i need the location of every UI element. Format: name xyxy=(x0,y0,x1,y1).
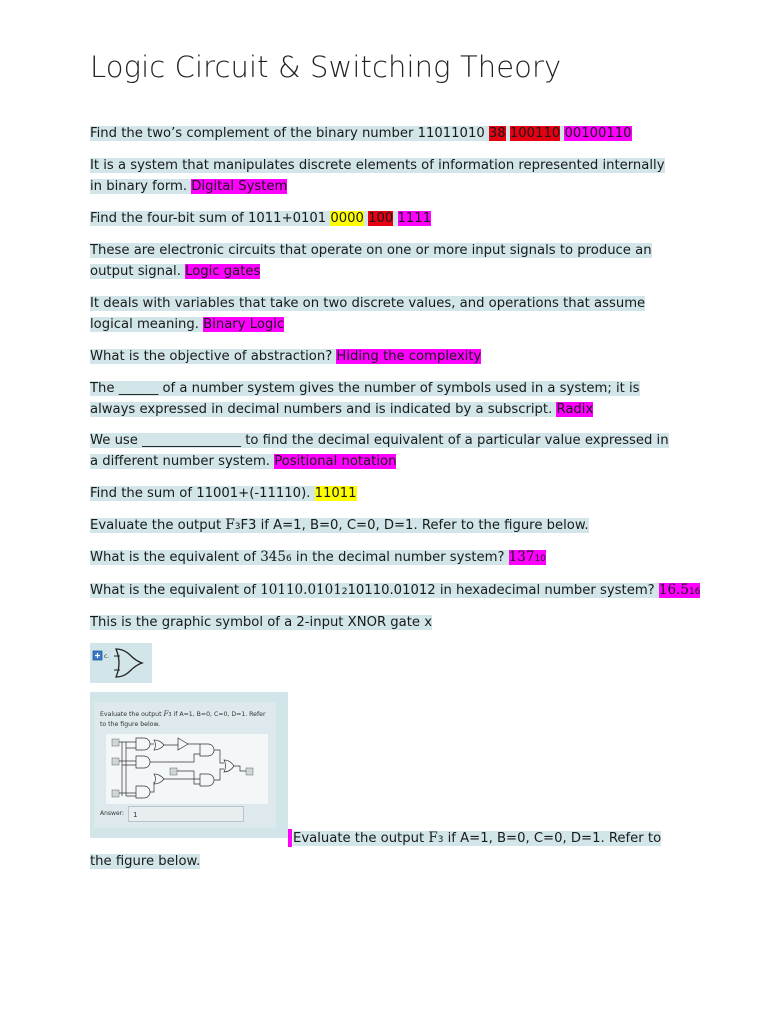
or-gate-icon xyxy=(90,643,152,683)
answer-label: Answer: xyxy=(100,810,125,817)
math-subscript: 3 xyxy=(234,522,241,532)
answer-highlight-magenta: 00100110 xyxy=(564,126,632,141)
answer-highlight-magenta: Positional notation xyxy=(274,454,397,469)
question-14 xyxy=(90,828,670,872)
question-text: Evaluate the output xyxy=(293,831,429,846)
answer-highlight-red: 100 xyxy=(368,211,394,226)
figure-prompt: Evaluate the output F3 if A=1, B=0, C=0, D=1. Refer to the figure below. xyxy=(100,710,266,728)
question-8 xyxy=(90,430,670,472)
question-4 xyxy=(90,240,670,282)
question-3 xyxy=(90,208,670,229)
question-card xyxy=(94,702,276,828)
math-symbol: F xyxy=(225,517,235,533)
highlight-marker xyxy=(288,829,292,847)
question-13 xyxy=(90,612,670,633)
math-number: 345 xyxy=(260,549,286,565)
question-12 xyxy=(90,580,710,603)
question-text: F3 if A=1, B=0, C=0, D=1. Refer to the figure below. xyxy=(240,518,589,533)
question-1 xyxy=(90,123,670,144)
answer-highlight-magenta: Digital System xyxy=(191,179,288,194)
question-text: These are electronic circuits that operate on one or more input signals to produce an output signal. xyxy=(90,243,652,279)
logic-circuit-diagram xyxy=(106,734,268,804)
answer-math: 137 xyxy=(508,549,535,565)
answer-highlight-magenta: Binary Logic xyxy=(203,317,285,332)
answer-subscript: 10 xyxy=(534,554,546,564)
question-10 xyxy=(90,515,670,538)
answer-highlight-magenta: Radix xyxy=(556,402,594,417)
answer-highlight-red: 38 xyxy=(488,126,506,141)
answer-highlight-magenta: 1111 xyxy=(397,211,432,226)
answer-highlight-magenta: Logic gates xyxy=(185,264,261,279)
answer-subscript: 16 xyxy=(688,587,701,597)
question-text: What is the objective of abstraction? xyxy=(90,349,337,364)
question-text: It deals with variables that take on two discrete values, and operations that assume logical meaning. xyxy=(90,296,646,332)
question-text: What is the equivalent of xyxy=(90,583,261,598)
question-text: We use _______________ to find the decimal equivalent of a particular value expressed in a different number system. xyxy=(90,433,669,469)
answer-highlight-yellow: 11011 xyxy=(314,486,357,501)
circuit-figure xyxy=(90,692,288,838)
question-9 xyxy=(90,483,670,504)
option-label: c. xyxy=(104,653,110,660)
question-text: Find the four-bit sum of 1011+0101 xyxy=(90,211,331,226)
question-5 xyxy=(90,293,670,335)
question-text: 10110.01012 in hexadecimal number system? xyxy=(347,583,659,598)
math-subscript: 2 xyxy=(341,587,348,597)
question-text: if A=1, B=0, C=0, D=1. Refer to the figure below. xyxy=(90,831,662,869)
question-text: The ______ of a number system gives the number of symbols used in a system; it is always expressed in decimal numbers and is indicated by a subscript. xyxy=(90,381,640,417)
question-text: What is the equivalent of xyxy=(90,550,261,565)
math-symbol: F xyxy=(428,830,438,846)
answer-highlight-magenta: Hiding the complexity xyxy=(336,349,482,364)
question-text: This is the graphic symbol of a 2-input XNOR gate x xyxy=(90,615,433,630)
gate-symbol-image xyxy=(90,643,152,683)
answer-input[interactable]: 1 xyxy=(128,806,244,822)
answer-highlight-yellow: 0000 xyxy=(330,211,364,226)
question-text: Find the two’s complement of the binary number 11011010 xyxy=(90,126,489,141)
math-subscript: 6 xyxy=(285,554,292,564)
question-text: in the decimal number system? xyxy=(291,550,509,565)
question-text: Evaluate the output xyxy=(90,518,226,533)
question-2 xyxy=(90,155,670,197)
answer-math: 16.5 xyxy=(658,582,689,598)
answer-highlight-red: 100110 xyxy=(509,126,561,141)
math-number: 10110.0101 xyxy=(260,582,342,598)
math-subscript: 3 xyxy=(437,835,444,845)
question-6 xyxy=(90,346,670,367)
question-text: Find the sum of 11001+(-11110). xyxy=(90,486,315,501)
page-title: Logic Circuit & Switching Theory xyxy=(90,50,562,84)
question-11 xyxy=(90,547,670,570)
question-7 xyxy=(90,378,670,420)
question-text: It is a system that manipulates discrete elements of information represented internally in binary form. xyxy=(90,158,665,194)
